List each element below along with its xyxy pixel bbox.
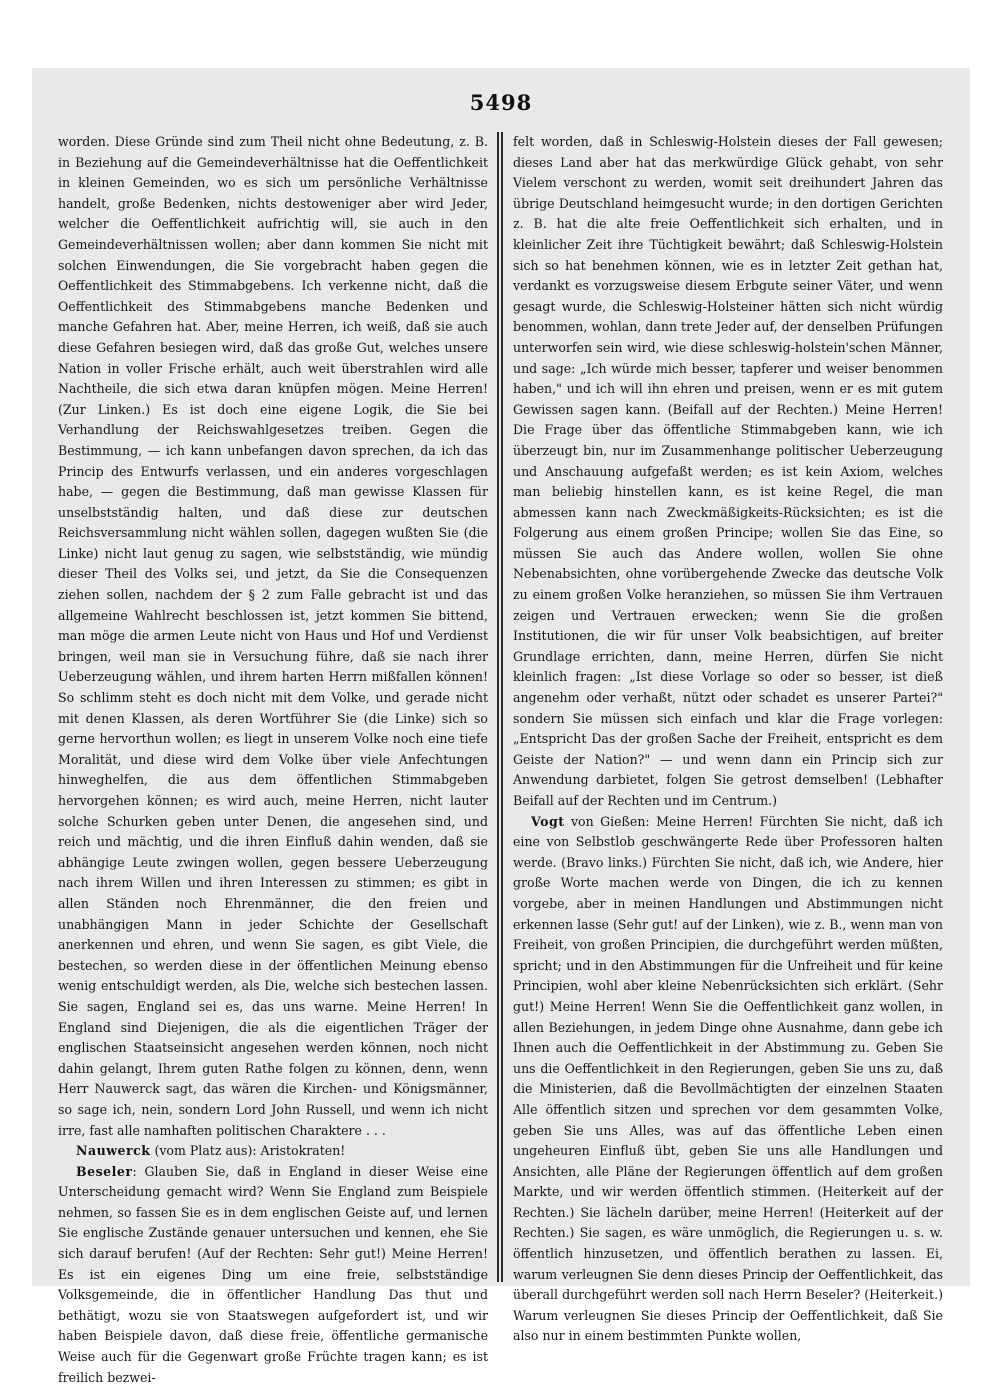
paragraph-text: : Glauben Sie, daß in England in dieser Weise eine Unterscheidung gemacht wird? Wenn Sie England zum Beispiele nehmen, so fassen Sie es in dem englischen Geiste auf, und lernen Sie englische Zustände genauer untersuchen und kennen, ehe Sie sich darauf berufen! (Auf der Rechten: Sehr gut!) Meine Herren! Es ist ein eigenes Ding um eine freie, selbstständige Volksgemeinde, die in öffentlicher Handlung Das thut und bethätigt, wozu sie von Staatswegen aufgefordert ist, und wir haben Beispiele davon, daß diese freie, öffentliche germanische Weise auch für die Gegenwart große Früchte tragen kann; es ist freilich bezwei- bbox=[58, 1163, 488, 1385]
paragraph bbox=[513, 132, 943, 812]
column-divider bbox=[497, 132, 499, 1282]
paragraph bbox=[58, 1162, 488, 1388]
page-number: 5498 bbox=[469, 90, 533, 115]
left-column bbox=[58, 132, 488, 1385]
speaker-name: Vogt bbox=[531, 813, 565, 829]
paragraph bbox=[58, 132, 488, 1141]
paragraph-text: (vom Platz aus): Aristokraten! bbox=[150, 1143, 346, 1159]
right-column bbox=[513, 132, 943, 1344]
column-divider bbox=[501, 132, 503, 1282]
speaker-name: Nauwerck bbox=[76, 1143, 151, 1159]
scanned-page bbox=[32, 68, 970, 1385]
speaker-name: Beseler bbox=[76, 1163, 133, 1179]
paragraph-text: von Gießen: Meine Herren! Fürchten Sie nicht, daß ich eine von Selbstlob geschwängerte Rede über Professoren halten werde. (Bravo links.) Fürchten Sie nicht, daß ich, wie Andere, hier große Worte machen werde von Dingen, die ich zu kennen vorgebe, aber in meinen Handlungen und Abstimmungen nicht erkennen lasse (Sehr gut! auf der Linken), wie z. B., wenn man von Freiheit, von großen Principien, die durchgeführt werden müßten, spricht; und in den Abstimmungen für die Unfreiheit und für keine Principien, wohl aber kleine Nebenrücksichten sich erklärt. (Sehr gut!) Meine Herren! Wenn Sie die Oeffentlichkeit ganz wollen, in allen Beziehungen, in jedem Dinge ohne Ausnahme, dann gebe ich Ihnen auch die Oeffentlichkeit in der Abstimmung zu. Geben Sie uns die Oeffentlichkeit in den Regierungen, geben Sie uns zu, daß die Ministerien, daß die Bevollmächtigten der einzelnen Staaten Alle öffentlich sitzen und sprechen vor dem gesammten Volke, geben Sie uns Alles, was auf das öffentliche Leben einen ungeheuren Einfluß übt, geben Sie uns alle Handlungen und Ansichten, alle Pläne der Regierungen öffentlich auf dem großen Markte, und wir werden öffentlich stimmen. (Heiterkeit auf der Rechten.) Sie lächeln darüber, meine Herren! (Heiterkeit auf der Rechten.) Sie sagen, es wäre unmöglich, die Regierungen u. s. w. öffentlich hinzusetzen, und öffentlich berathen zu lassen. Ei, warum verleugnen Sie denn dieses Princip der Oeffentlichkeit, das überall durchgeführt werden soll nach Herrn Beseler? (Heiterkeit.) Warum verleugnen Sie dieses Princip der Oeffentlichkeit, daß Sie also nur in einem bestimmten Punkte wollen, bbox=[513, 813, 943, 1344]
paragraph-text: felt worden, daß in Schleswig-Holstein dieses der Fall gewesen; dieses Land aber hat das merkwürdige Glück gehabt, von sehr Vielem verschont zu werden, womit seit dreihundert Jahren das übrige Deutschland heimgesucht wurde; in den dortigen Gerichten z. B. hat die alte freie Oeffentlichkeit sich erhalten, und in kleinlicher Zeit ihre Tüchtigkeit bewährt; daß Schleswig-Holstein sich so hat benehmen können, wie es in letzter Zeit gethan hat, verdankt es vorzugsweise diesem Erbgute seiner Väter, und wenn gesagt wurde, die Schleswig-Holsteiner hätten sich nicht würdig benommen, wohlan, dann trete Jeder auf, der denselben Prüfungen unterworfen sein wird, wie diese schleswig-holstein'schen Männer, und sage: „Ich würde mich besser, tapferer und weiser benommen haben," und ich will ihn ehren und preisen, wenn er es mit gutem Gewissen sagen kann. (Beifall auf der Rechten.) Meine Herren! Die Frage über das öffentliche Stimmabgeben kann, wie ich überzeugt bin, nur im Zusammenhange politischer Ueberzeugung und Anschauung aufgefaßt werden; es ist kein Axiom, welches man beliebig hinstellen kann, es ist keine Regel, die man abmessen kann nach Zweckmäßigkeits-Rücksichten; es ist die Folgerung aus einem großen Principe; wollen Sie das Eine, so müssen Sie auch das Andere wollen, wollen Sie ohne Nebenabsichten, ohne vorübergehende Zwecke das deutsche Volk zu einem großen Volke heranziehen, so müssen Sie ihm Vertrauen zeigen und Vertrauen erwecken; wenn Sie die großen Institutionen, die wir für unser Volk beabsichtigen, auf breiter Grundlage errichten, dann, meine Herren, dürfen Sie nicht kleinlich fragen: „Ist diese Vorlage so oder so besser, ist dieß angenehm oder verhaßt, nützt oder schadet es unserer Partei?" sondern Sie müssen sich einfach und klar die Frage vorlegen: „Entspricht Das der großen Sache der Freiheit, entspricht es dem Geiste der Nation?" — und wenn dann ein Princip sich zur Anwendung darbietet, folgen Sie getrost demselben! (Lebhafter Beifall auf der Rechten und im Centrum.) bbox=[513, 134, 943, 808]
paragraph bbox=[58, 1141, 488, 1162]
paragraph bbox=[513, 812, 943, 1347]
paragraph-text: worden. Diese Gründe sind zum Theil nicht ohne Bedeutung, z. B. in Beziehung auf die Gemeindeverhältnisse hat die Oeffentlichkeit in kleinen Gemeinden, wo es sich um persönliche Verhältnisse handelt, große Bedenken, nichts destoweniger aber wird Jeder, welcher die Oeffentlichkeit aufrichtig will, sie auch in den Gemeindeverhältnissen wollen; aber dann kommen Sie nicht mit solchen Einwendungen, die Sie vorgebracht haben gegen die Oeffentlichkeit des Stimmabgebens. Ich verkenne nicht, daß die Oeffentlichkeit des Stimmabgebens manche Bedenken und manche Gefahren hat. Aber, meine Herren, ich weiß, daß sie auch diese Gefahren besiegen wird, daß das große Gut, welches unsere Nation in voller Frische erhält, auch weit überstrahlen wird alle Nachtheile, die sich etwa daran knüpfen mögen. Meine Herren! (Zur Linken.) Es ist doch eine eigene Logik, die Sie bei Verhandlung der Reichswahlgesetzes treiben. Gegen die Bestimmung, — ich kann unbefangen davon sprechen, da ich das Princip des Entwurfs verlassen, und ein anderes vorgeschlagen habe, — gegen die Bestimmung, daß man gewisse Klassen für unselbstständig halten, und daß diese zur deutschen Reichsversammlung nicht wählen sollen, dagegen wußten Sie (die Linke) nicht laut genug zu sagen, wie selbstständig, wie mündig dieser Theil des Volks sei, und jetzt, da Sie die Consequenzen ziehen sollen, nachdem der § 2 zum Falle gebracht ist und das allgemeine Wahlrecht beschlossen ist, jetzt kommen Sie bittend, man möge die armen Leute nicht von Haus und Hof und Verdienst bringen, weil man sie in Versuchung führe, daß sie nach ihrer Ueberzeugung wählen, und ihrem harten Herrn mißfallen können! So schlimm steht es doch nicht mit dem Volke, und gerade nicht mit denen Klassen, als deren Wortführer Sie (die Linke) sich so gerne hervorthun wollen; es liegt in unserem Volke noch eine tiefe Moralität, und diese wird dem Volke über viele Anfechtungen hinweghelfen, die aus dem öffentlichen Stimmabgeben hervorgehen können; es wird auch, meine Herren, nicht lauter solche Schurken geben unter Denen, die angesehen sind, und reich und mächtig, und die ihren Einfluß dahin wenden, daß sie abhängige Leute zwingen wollen, gegen bessere Ueberzeugung nach ihrem Willen und ihren Interessen zu stimmen; es gibt in allen Ständen noch Ehrenmänner, die den freien und unabhängigen Mann in jeder Schichte der Gesellschaft anerkennen und ehren, und wenn Sie sagen, es gibt Viele, die bestechen, so werden diese in der öffentlichen Meinung ebenso wenig entschuldigt werden, als Die, welche sich bestechen lassen. Sie sagen, England sei es, das uns warne. Meine Herren! In England sind Diejenigen, die als die eigentlichen Träger der englischen Staatseinsicht angesehen werden können, noch nicht dahin gelangt, Ihrem guten Rathe folgen zu können, denn, wenn Herr Nauwerck sagt, das wären die Kirchen- und Königsmänner, so sage ich, nein, sondern Lord John Russell, und wenn ich nicht irre, fast alle namhaften politischen Charaktere . . . bbox=[58, 134, 488, 1138]
